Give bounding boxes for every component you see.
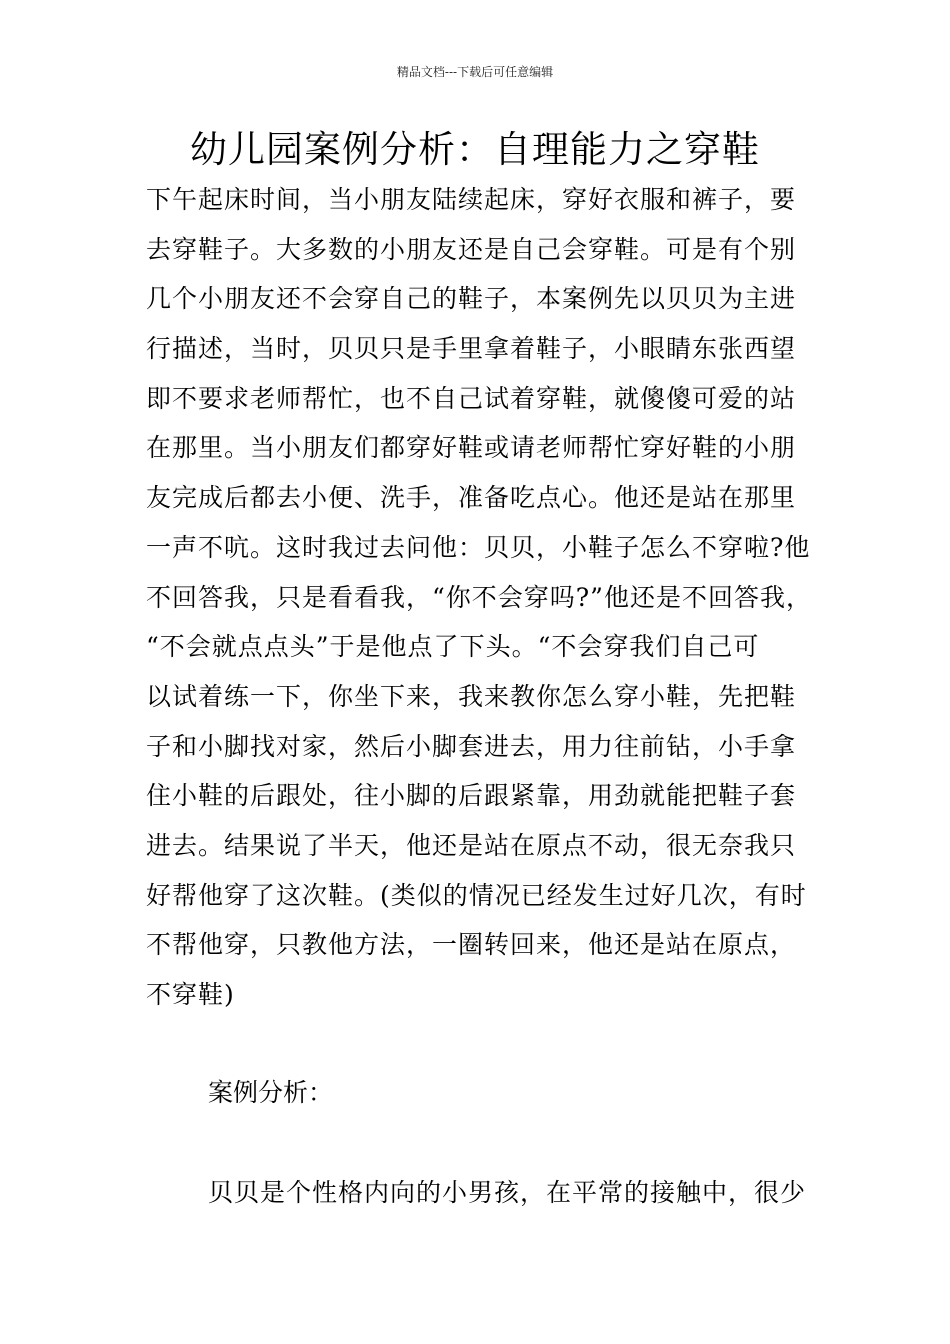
text-line: 友完成后都去小便、洗手，准备吃点心。他还是站在那里 [146,483,797,513]
analysis-paragraph-line: 贝贝是个性格内向的小男孩，在平常的接触中，很少 [208,1178,807,1207]
text-line: 去穿鞋子。大多数的小朋友还是自己会穿鞋。可是有个别 [146,234,797,264]
document-title: 幼儿园案例分析：自理能力之穿鞋 [190,128,760,171]
text-line: 不帮他穿，只教他方法，一圈转回来，他还是站在原点， [146,930,797,960]
text-line: 好帮他穿了这次鞋。(类似的情况已经发生过好几次，有时 [146,880,807,910]
text-line: 下午起床时间，当小朋友陆续起床，穿好衣服和裤子，要 [146,185,797,214]
page-header: 精品文档---下载后可任意编辑 [396,65,554,79]
text-line: 不穿鞋) [146,980,235,1009]
text-line: 进去。结果说了半天，他还是站在原点不动，很无奈我只 [146,830,797,860]
text-line: 子和小脚找对家，然后小脚套进去，用力往前钻，小手拿 [146,731,797,761]
text-line: 住小鞋的后跟处，往小脚的后跟紧靠，用劲就能把鞋子套 [146,781,797,811]
text-line: 即不要求老师帮忙，也不自己试着穿鞋，就傻傻可爱的站 [146,383,797,413]
text-line: “不会就点点头”于是他点了下头。“不会穿我们自己可 [146,632,760,662]
case-description [146,175,826,1020]
text-line: 在那里。当小朋友们都穿好鞋或请老师帮忙穿好鞋的小朋 [146,433,797,463]
text-line: 几个小朋友还不会穿自己的鞋子，本案例先以贝贝为主进 [146,284,797,314]
analysis-heading: 案例分析： [208,1078,334,1107]
text-line: 以试着练一下，你坐下来，我来教你怎么穿小鞋，先把鞋 [146,681,797,711]
text-line: 行描述，当时，贝贝只是手里拿着鞋子，小眼睛东张西望 [146,334,797,364]
text-line: 不回答我，只是看看我，“你不会穿吗?”他还是不回答我， [146,582,812,612]
text-line: 一声不吭。这时我过去问他：贝贝，小鞋子怎么不穿啦?他 [146,532,811,562]
